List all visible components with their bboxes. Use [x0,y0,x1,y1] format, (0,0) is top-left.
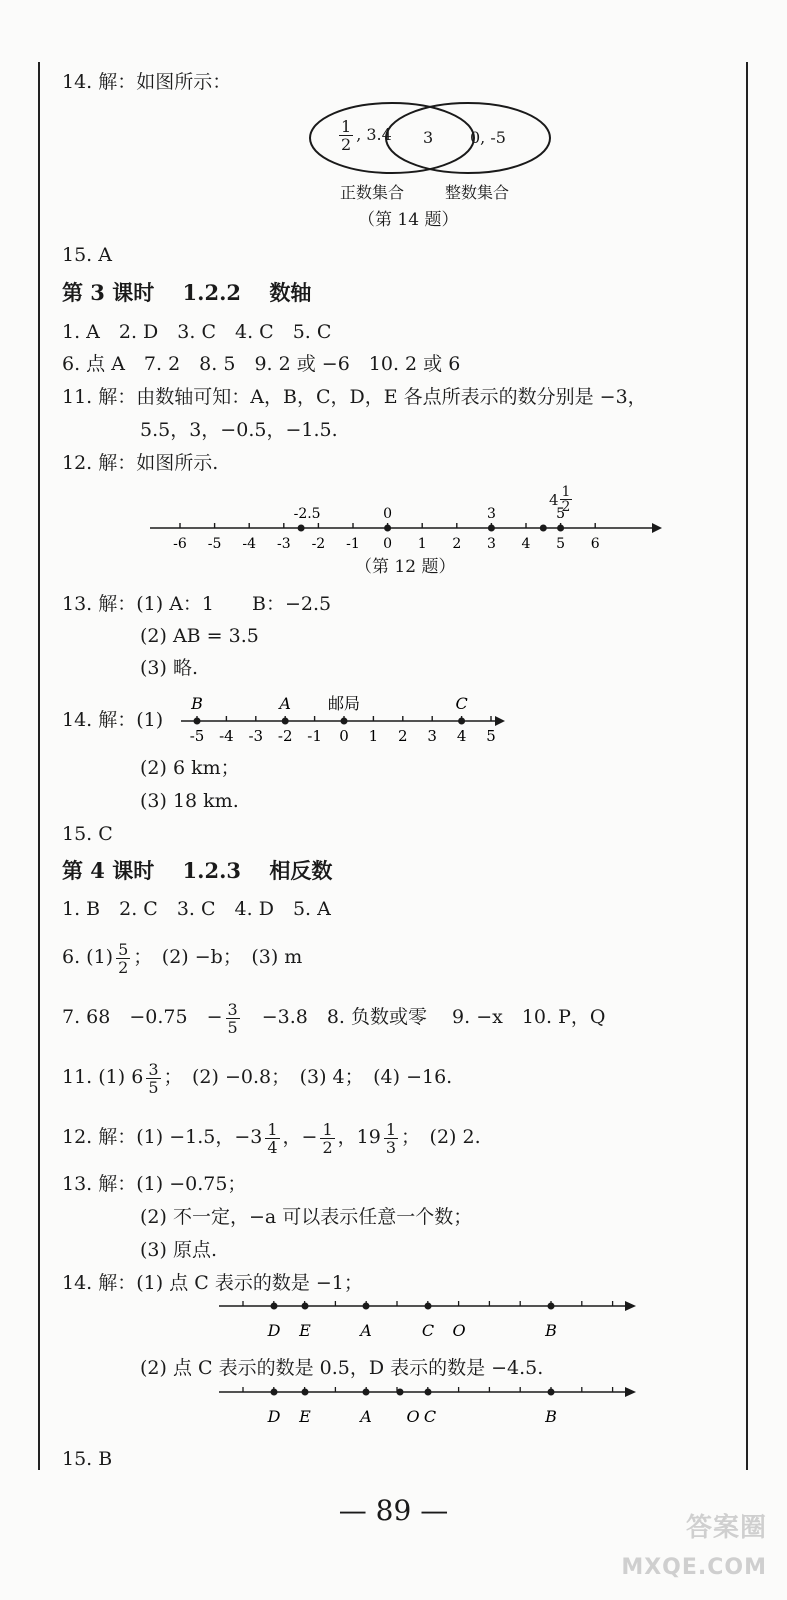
nlc2-label-d: D [267,1407,281,1426]
l3-q14-label: 14. 解：(1) [62,709,164,731]
nlc1-point [302,1303,309,1310]
nlc1-label-a: A [360,1321,372,1340]
venn-right-name: 整数集合 [445,183,510,202]
l3-q13-1: 13. 解：(1) A：1 B：−2.5 [62,593,332,615]
nl12-tick-label: 2 [452,536,462,552]
nlc2-label-c: C [423,1407,437,1426]
l3-q11-line2: 5.5，3，−0.5，−1.5. [140,419,338,441]
nlc1-point [363,1303,370,1310]
l3-q11-line1: 11. 解：由数轴可知：A，B，C，D，E 各点所表示的数分别是 −3， [62,386,647,408]
l4-q13-1: 13. 解：(1) −0.75； [62,1173,247,1195]
nlc2-point [425,1389,432,1396]
nl14-label-c: C [455,694,468,713]
venn-left-fraction: $\frac{1}{2}$ [341,117,352,154]
venn-intersection: 3 [423,128,434,147]
nl14-tick-label: 0 [339,727,349,745]
l3-q13-2: (2) AB = 3.5 [140,625,259,647]
nl12-label-m25: -2.5 [293,506,321,522]
nlc1-label-b: B [545,1321,557,1340]
nl12-mixed-number: 4 $\frac{1}{2}$ [549,484,571,515]
nl14-tick-label: -3 [248,727,264,745]
lesson4-title: 第 4 课时 1.2.3 相反数 [62,858,333,883]
nl12-point [298,525,305,532]
q15-prev: 15. A [62,244,112,266]
nl14-tick-label: 1 [368,727,379,745]
l3-choice-answers: 1. A 2. D 3. C 4. C 5. C [62,321,332,343]
nlc2-label-o: O [406,1407,420,1426]
nl12-tick-label: -5 [207,536,222,552]
l4-q6: 6. (1) $\frac{5}{2}$ ； (2) −b； (3) m [62,939,303,977]
nl12-tick-label: -1 [346,536,360,552]
nlc1-label-c: C [421,1321,435,1340]
q14-prev-label: 14. 解：如图所示： [62,71,232,93]
nl12-tick-label: -3 [276,536,291,552]
nlc1-point [271,1303,278,1310]
nl14-tick-label: 4 [456,727,467,745]
watermark-logo: 答案圈 MXQE.COM [621,1513,767,1580]
nl14-point-a [282,718,289,725]
venn-left-ellipse [310,103,474,173]
l4-q7-fraction: $\frac{3}{5}$ [227,999,238,1037]
nl12-tick-label: 3 [486,536,496,552]
number-line-q14-2 [215,1378,640,1428]
nl14-arrow [495,716,505,726]
nl14-label-a: A [279,694,291,713]
nl12-tick-label: -6 [173,536,187,552]
nlc1-arrow [625,1301,636,1311]
nl14-point-b [194,718,201,725]
number-line-q14-1 [215,1292,640,1342]
nl12-label-five: 5 [556,506,566,522]
nlc1-point [548,1303,555,1310]
l4-q13-2: (2) 不一定，−a 可以表示任意一个数； [140,1206,473,1228]
nl12-point [488,525,495,532]
l3-q12: 12. 解：如图所示. [62,452,219,474]
nlc2-arrow [625,1387,636,1397]
nl14-label-b: B [191,694,203,713]
l4-choice-answers: 1. B 2. C 3. C 4. D 5. A [62,898,331,920]
nl12-tick-label: 4 [521,536,531,552]
nl12-tick-label: 6 [590,536,600,552]
nl12-point [557,525,564,532]
number-line-q12 [140,490,680,560]
nlc1-label-o: O [452,1321,466,1340]
l3-q14-3: (3) 18 km. [140,790,239,812]
nl12-tick-label: 5 [556,536,566,552]
nlc2-point [363,1389,370,1396]
right-border-line [746,62,748,1470]
l4-q13-3: (3) 原点. [140,1239,217,1261]
venn-left-name: 正数集合 [340,183,405,202]
nlc2-point [302,1389,309,1396]
nl14-point-post [341,718,348,725]
nl14-tick-label: -4 [219,727,234,745]
nlc2-label-b: B [545,1407,557,1426]
l3-q14-2: (2) 6 km； [140,757,240,779]
nl14-tick-label: -1 [307,727,322,745]
nlc2-point [548,1389,555,1396]
nl12-label-three: 3 [486,506,496,522]
nlc1-point [425,1303,432,1310]
l4-q12: 12. 解：(1) −1.5，−3 $\frac{1}{4}$ ，− $\frac{1}{2}$ ，19 $\frac{1}{3}$ ； (2) 2. [62,1119,481,1157]
nl12-tick-label: 1 [417,536,427,552]
nlc2-label-e: E [299,1407,311,1426]
l3-q15: 15. C [62,823,113,845]
nl12-arrow [652,523,662,533]
venn-left-set: $\frac{1}{2}$ , 3.4 [341,117,392,154]
nlc2-point [271,1389,278,1396]
nl14-tick-label: -2 [277,727,293,745]
nl12-point [384,525,391,532]
l3-fill-answers: 6. 点 A 7. 2 8. 5 9. 2 或 −6 10. 2 或 6 [62,353,461,375]
lesson3-title: 第 3 课时 1.2.2 数轴 [62,280,312,305]
nl12-tick-label: 0 [383,536,393,552]
nlc2-label-a: A [360,1407,372,1426]
nl12-tick-label: -2 [311,536,326,552]
nl14-tick-label: 5 [486,727,496,745]
nl14-point-c [458,718,465,725]
nl14-tick-label: -5 [189,727,205,745]
nl14-tick-label: 2 [398,727,408,745]
l4-q11-fraction: $\frac{3}{5}$ [148,1059,159,1097]
l4-q14-2: (2) 点 C 表示的数是 0.5，D 表示的数是 −4.5. [140,1357,544,1379]
venn-right-set: 0, -5 [470,128,506,147]
l4-q14-1: 14. 解：(1) 点 C 表示的数是 −1； [62,1272,363,1294]
l4-q7-q10: 7. 68 −0.75 − $\frac{3}{5}$ −3.8 8. 负数或零 9. −x 10. P，Q [62,999,606,1037]
nl12-point [540,525,547,532]
nl14-tick-label: 3 [427,727,437,745]
nl12-label-zero: 0 [383,506,393,522]
l4-q15: 15. B [62,1448,113,1470]
nlc1-label-d: D [267,1321,281,1340]
page-number: — 89 — [338,1494,449,1527]
venn-caption: （第 14 题） [358,210,459,230]
nl12-tick-label: -4 [242,536,257,552]
venn-right-ellipse [386,103,550,173]
nl14-label-post: 邮局 [327,694,361,713]
l4-q6-fraction: $\frac{5}{2}$ [118,939,129,977]
nlc2-point [397,1389,404,1396]
l4-q11: 11. (1) 6 $\frac{3}{5}$ ； (2) −0.8； (3) 4； (4) −16. [62,1059,453,1097]
number-line-q14 [175,685,515,750]
nlc1-label-e: E [299,1321,311,1340]
l3-q13-3: (3) 略. [140,657,198,679]
nl12-caption: （第 12 题） [355,557,456,577]
left-border-line [38,62,40,1470]
